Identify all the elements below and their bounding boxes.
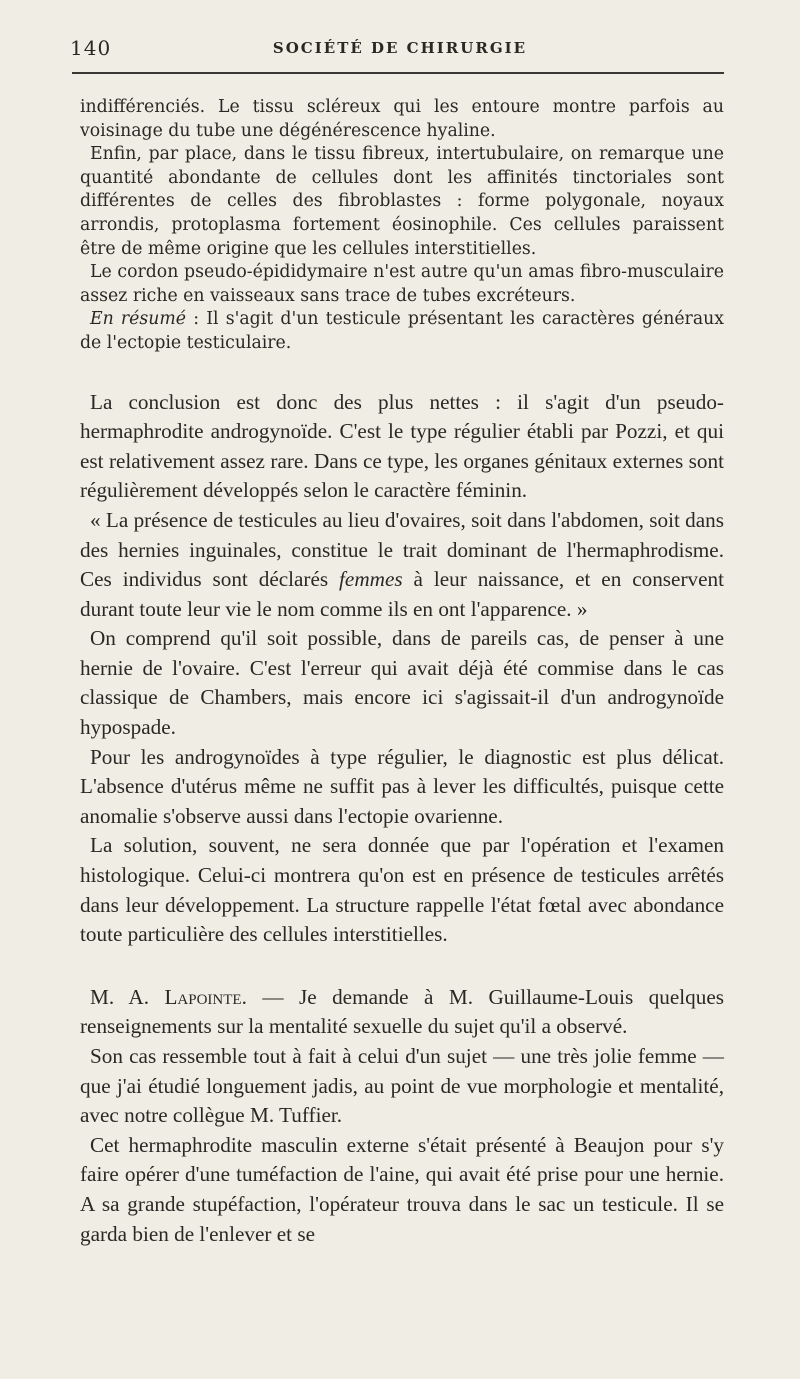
paragraph: La solution, souvent, ne sera donnée que par l'opération et l'examen histologique. Celui-ci montrera qu'on est en présence de testicules arrêtés dans leur développement. La structure rappelle l'état fœtal avec abondance toute particulière des cellules interstitielles. bbox=[80, 833, 724, 947]
paragraph-text: : Il s'agit d'un testicule présentant les caractères généraux de l'ectopie testiculaire. bbox=[80, 309, 724, 353]
paragraph: Pour les androgynoïdes à type régulier, le diagnostic est plus délicat. L'absence d'utérus même ne suffit pas à lever les difficultés, puisque cette anomalie s'observe aussi dans l'ectopie ovarienne. bbox=[80, 744, 724, 828]
paragraph: On comprend qu'il soit possible, dans de pareils cas, de penser à une hernie de l'ovaire. C'est l'erreur qui avait déjà été commise dans le cas classique de Chambers, mais encore ici s'agissait-il d'un androgynoïde hypospade. bbox=[80, 626, 724, 740]
emphasis: En résumé bbox=[90, 309, 187, 330]
paragraph-text: . — Je demande à M. Guillaume-Louis quelques renseignements sur la mentalité sexuelle du sujet qu'il a observé. bbox=[80, 984, 724, 1039]
header-rule bbox=[72, 72, 724, 74]
discussion-section bbox=[80, 983, 724, 1249]
conclusion-section bbox=[80, 388, 724, 950]
speaker-initial: M. A. bbox=[90, 984, 165, 1009]
speaker-paragraph bbox=[80, 983, 724, 1042]
histology-report bbox=[80, 96, 724, 356]
paragraph-text: « La présence de testicules au lieu d'ovaires, soit dans l'abdomen, soit dans des hernies inguinales, constitue le trait dominant de l'hermaphrodisme. Ces individus sont déclarés bbox=[80, 507, 724, 592]
paragraph: Enfin, par place, dans le tissu fibreux, intertubulaire, on remarque une quantité abondante de cellules dont les affinités tinctoriales sont différentes de celles des fibroblastes : forme polygonale, noyaux arrondis, protoplasma fortement éosinophile. Ces cellules paraissent être de même origine que les cellules interstitielles. bbox=[80, 144, 724, 259]
paragraph: Le cordon pseudo-épididymaire n'est autre qu'un amas fibro-musculaire assez riche en vaisseaux sans trace de tubes excréteurs. bbox=[80, 262, 724, 306]
paragraph: indifférenciés. Le tissu scléreux qui les entoure montre parfois au voisinage du tube une dégénérescence hyaline. bbox=[80, 97, 724, 141]
paragraph bbox=[80, 308, 724, 355]
speaker-name: Lapointe bbox=[164, 984, 242, 1009]
paragraph: La conclusion est donc des plus nettes : il s'agit d'un pseudo-hermaphrodite androgynoïde. C'est le type régulier établi par Pozzi, et qui est relativement assez rare. Dans ce type, les organes génitaux externes sont régulièrement développés selon le caractère féminin. bbox=[80, 389, 724, 503]
paragraph: Son cas ressemble tout à fait à celui d'un sujet — une très jolie femme — que j'ai étudié longuement jadis, au point de vue morphologie et mentalité, avec notre collègue M. Tuffier. bbox=[80, 1044, 724, 1128]
quotation-paragraph bbox=[80, 506, 724, 624]
paragraph: Cet hermaphrodite masculin externe s'était présenté à Beaujon pour s'y faire opérer d'une tuméfaction de l'aine, qui avait été prise pour une hernie. A sa grande stupéfaction, l'opérateur trouva dans le sac un testicule. Il se garda bien de l'enlever et se bbox=[80, 1132, 724, 1246]
page-header bbox=[70, 36, 730, 64]
running-head: SOCIÉTÉ DE CHIRURGIE bbox=[272, 39, 528, 57]
emphasis: femmes bbox=[339, 567, 403, 592]
page-body bbox=[80, 96, 724, 1249]
paragraph-text: à leur naissance, et en conservent durant toute leur vie le nom comme ils en ont l'apparence. » bbox=[80, 567, 724, 621]
page-number: 140 bbox=[70, 36, 112, 60]
